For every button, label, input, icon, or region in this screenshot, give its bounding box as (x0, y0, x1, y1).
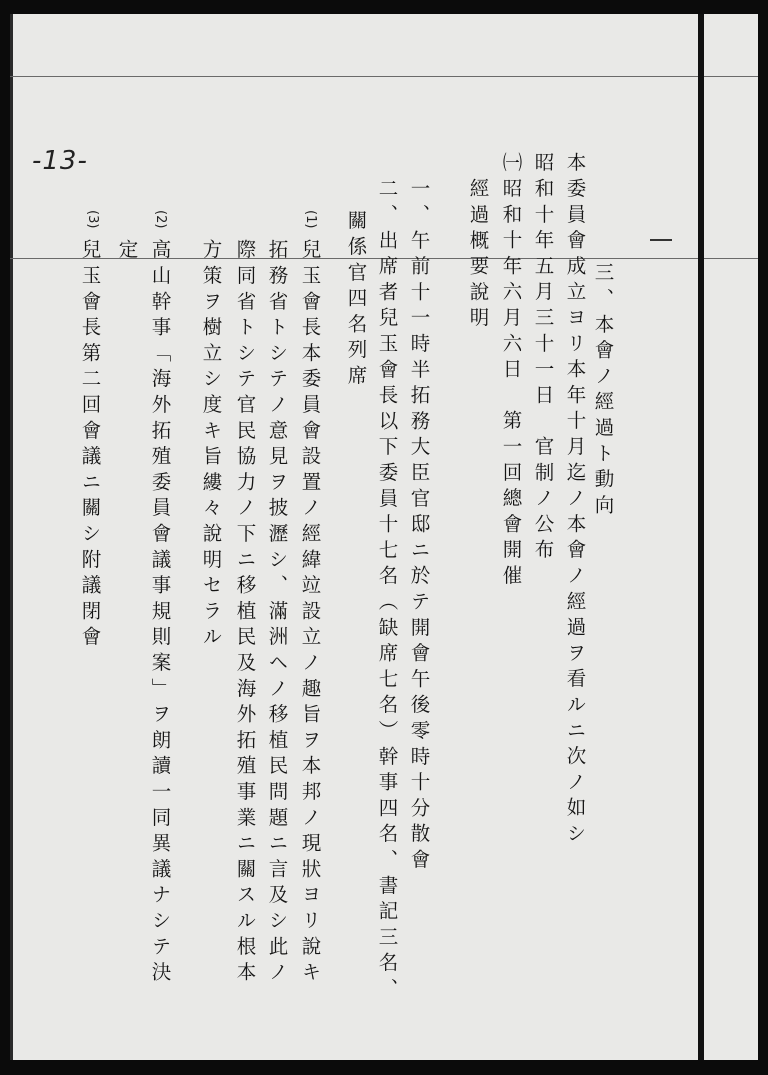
text-column-5: 一、午前十一時半拓務大臣官邸ニ於テ開會午後零時十分散會 (407, 178, 431, 875)
text-column-4: 經過概要說明 (466, 178, 490, 333)
item-label-2: (2) (153, 210, 168, 229)
page-number: -13- (32, 146, 88, 176)
document-page (10, 14, 758, 1060)
text-column-7: 關係官四名列席 (344, 210, 368, 391)
text-column-10: 際同省トシテ官民協力ノ下ニ移植民及海外拓殖事業ニ關スル根本 (233, 239, 257, 988)
text-column-3: ㈠昭和十年六月六日 第一回總會開催 (499, 152, 523, 591)
text-column-2: 昭和十年五月三十一日 官制ノ公布 (531, 152, 555, 565)
page-left-edge (10, 14, 13, 1060)
section-heading: 三、本會ノ經過ト動向 (591, 262, 615, 520)
text-column-13: 定 (115, 239, 139, 265)
text-column-1: 本委員會成立ヨリ本年十月迄ノ本會ノ經過ヲ看ルニ次ノ如シ (563, 152, 587, 849)
item-label-1: (1) (303, 210, 318, 229)
text-column-11: 方策ヲ樹立シ度キ旨縷々說明セラル (199, 239, 223, 652)
text-column-6: 二、出席者兒玉會長以下委員十七名（缺席七名）幹事四名、書記三名、 (375, 178, 399, 1004)
top-rule-line (10, 76, 758, 77)
text-column-14: 兒玉會長第二回會議ニ關シ附議閉會 (78, 239, 102, 652)
text-column-12: 高山幹事「海外拓殖委員會議事規則案」ヲ朗讀一同異議ナシテ決 (148, 239, 172, 988)
item-label-3: (3) (85, 210, 100, 229)
text-column-8: 兒玉會長本委員會設置ノ經緯竝設立ノ趣旨ヲ本邦ノ現狀ヨリ說キ (298, 239, 322, 988)
right-margin-rule (698, 14, 704, 1060)
margin-dash (650, 239, 672, 241)
text-column-9: 拓務省トシテノ意見ヲ披瀝シ、滿洲ヘノ移植民問題ニ言及シ此ノ (265, 239, 289, 988)
